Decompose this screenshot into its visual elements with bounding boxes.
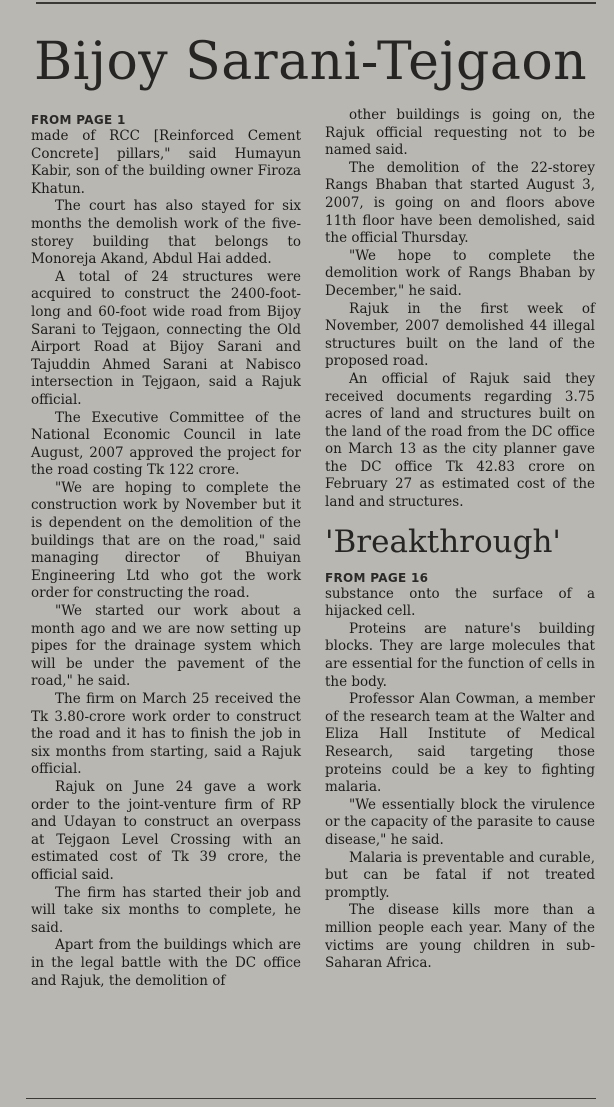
headline: Bijoy Sarani-Tejgaon xyxy=(34,32,588,92)
paragraph: made of RCC [Reinforced Cement Concrete] pillars," said Humayun Kabir, son of the building owner Firoza Khatun. xyxy=(31,128,301,197)
right-kicker: FROM PAGE 16 xyxy=(325,570,429,585)
paragraph: "We started our work about a month ago and we are now setting up pipes for the drainage system which will be under the pavement of the road," he said. xyxy=(31,603,301,690)
top-rule xyxy=(36,2,596,4)
paragraph: Apart from the buildings which are in the legal battle with the DC office and Rajuk, the demolition of xyxy=(31,937,301,989)
paragraph: "We are hoping to complete the construction work by November but it is dependent on the demolition of the buildings that are on the road," said managing director of Bhuiyan Engineering Ltd who got the work order for constructing the road. xyxy=(31,479,301,602)
paragraph: The disease kills more than a million people each year. Many of the victims are young children in sub-Saharan Africa. xyxy=(325,902,595,972)
paragraph: Professor Alan Cowman, a member of the research team at the Walter and Eliza Hall Institute of Medical Research, said targeting those proteins could be a key to fighting malaria. xyxy=(325,691,595,796)
bottom-rule xyxy=(26,1098,596,1099)
paragraph: Rajuk in the first week of November, 2007 demolished 44 illegal structures built on the land of the proposed road. xyxy=(325,300,595,370)
paragraph: "We essentially block the virulence or the capacity of the parasite to cause disease," he said. xyxy=(325,796,595,848)
paragraph: Rajuk on June 24 gave a work order to the joint-venture firm of RP and Udayan to construct an overpass at Tejgaon Level Crossing with an estimated cost of Tk 39 crore, the official said. xyxy=(31,778,301,883)
paragraph: Proteins are nature's building blocks. They are large molecules that are essential for the function of cells in the body. xyxy=(325,620,595,690)
paragraph: substance onto the surface of a hijacked cell. xyxy=(325,585,595,620)
paragraph: The firm on March 25 received the Tk 3.80-crore work order to construct the road and it has to finish the job in six months from starting, said a Rajuk official. xyxy=(31,691,301,778)
paragraph: other buildings is going on, the Rajuk official requesting not to be named said. xyxy=(325,107,595,159)
right-column xyxy=(325,107,595,973)
breakthrough-headline: 'Breakthrough' xyxy=(325,523,561,560)
paragraph: The Executive Committee of the National Economic Council in late August, 2007 approved the project for the road costing Tk 122 crore. xyxy=(31,409,301,479)
paragraph: The firm has started their job and will take six months to complete, he said. xyxy=(31,884,301,936)
paragraph: An official of Rajuk said they received documents regarding 3.75 acres of land and structures built on the land of the road from the DC office on March 13 as the city planner gave the DC office Tk 42.83 crore on February 27 as estimated cost of the land and structures. xyxy=(325,370,595,511)
paragraph: "We hope to complete the demolition work of Rangs Bhaban by December," he said. xyxy=(325,247,595,299)
paragraph: A total of 24 structures were acquired to construct the 2400-foot-long and 60-foot wide road from Bijoy Sarani to Tejgaon, connecting the Old Airport Road at Bijoy Sarani and Tajuddin Ahmed Sarani at Nabisco intersection in Tejgaon, said a Rajuk official. xyxy=(31,268,301,408)
left-column xyxy=(31,112,301,990)
paragraph: The court has also stayed for six months the demolish work of the five-storey building that belongs to Monoreja Akand, Abdul Hai added. xyxy=(31,198,301,268)
left-kicker: FROM PAGE 1 xyxy=(31,113,126,127)
paragraph: Malaria is preventable and curable, but can be fatal if not treated promptly. xyxy=(325,849,595,901)
paragraph: The demolition of the 22-storey Rangs Bhaban that started August 3, 2007, is going on and floors above 11th floor have been demolished, said the official Thursday. xyxy=(325,159,595,247)
